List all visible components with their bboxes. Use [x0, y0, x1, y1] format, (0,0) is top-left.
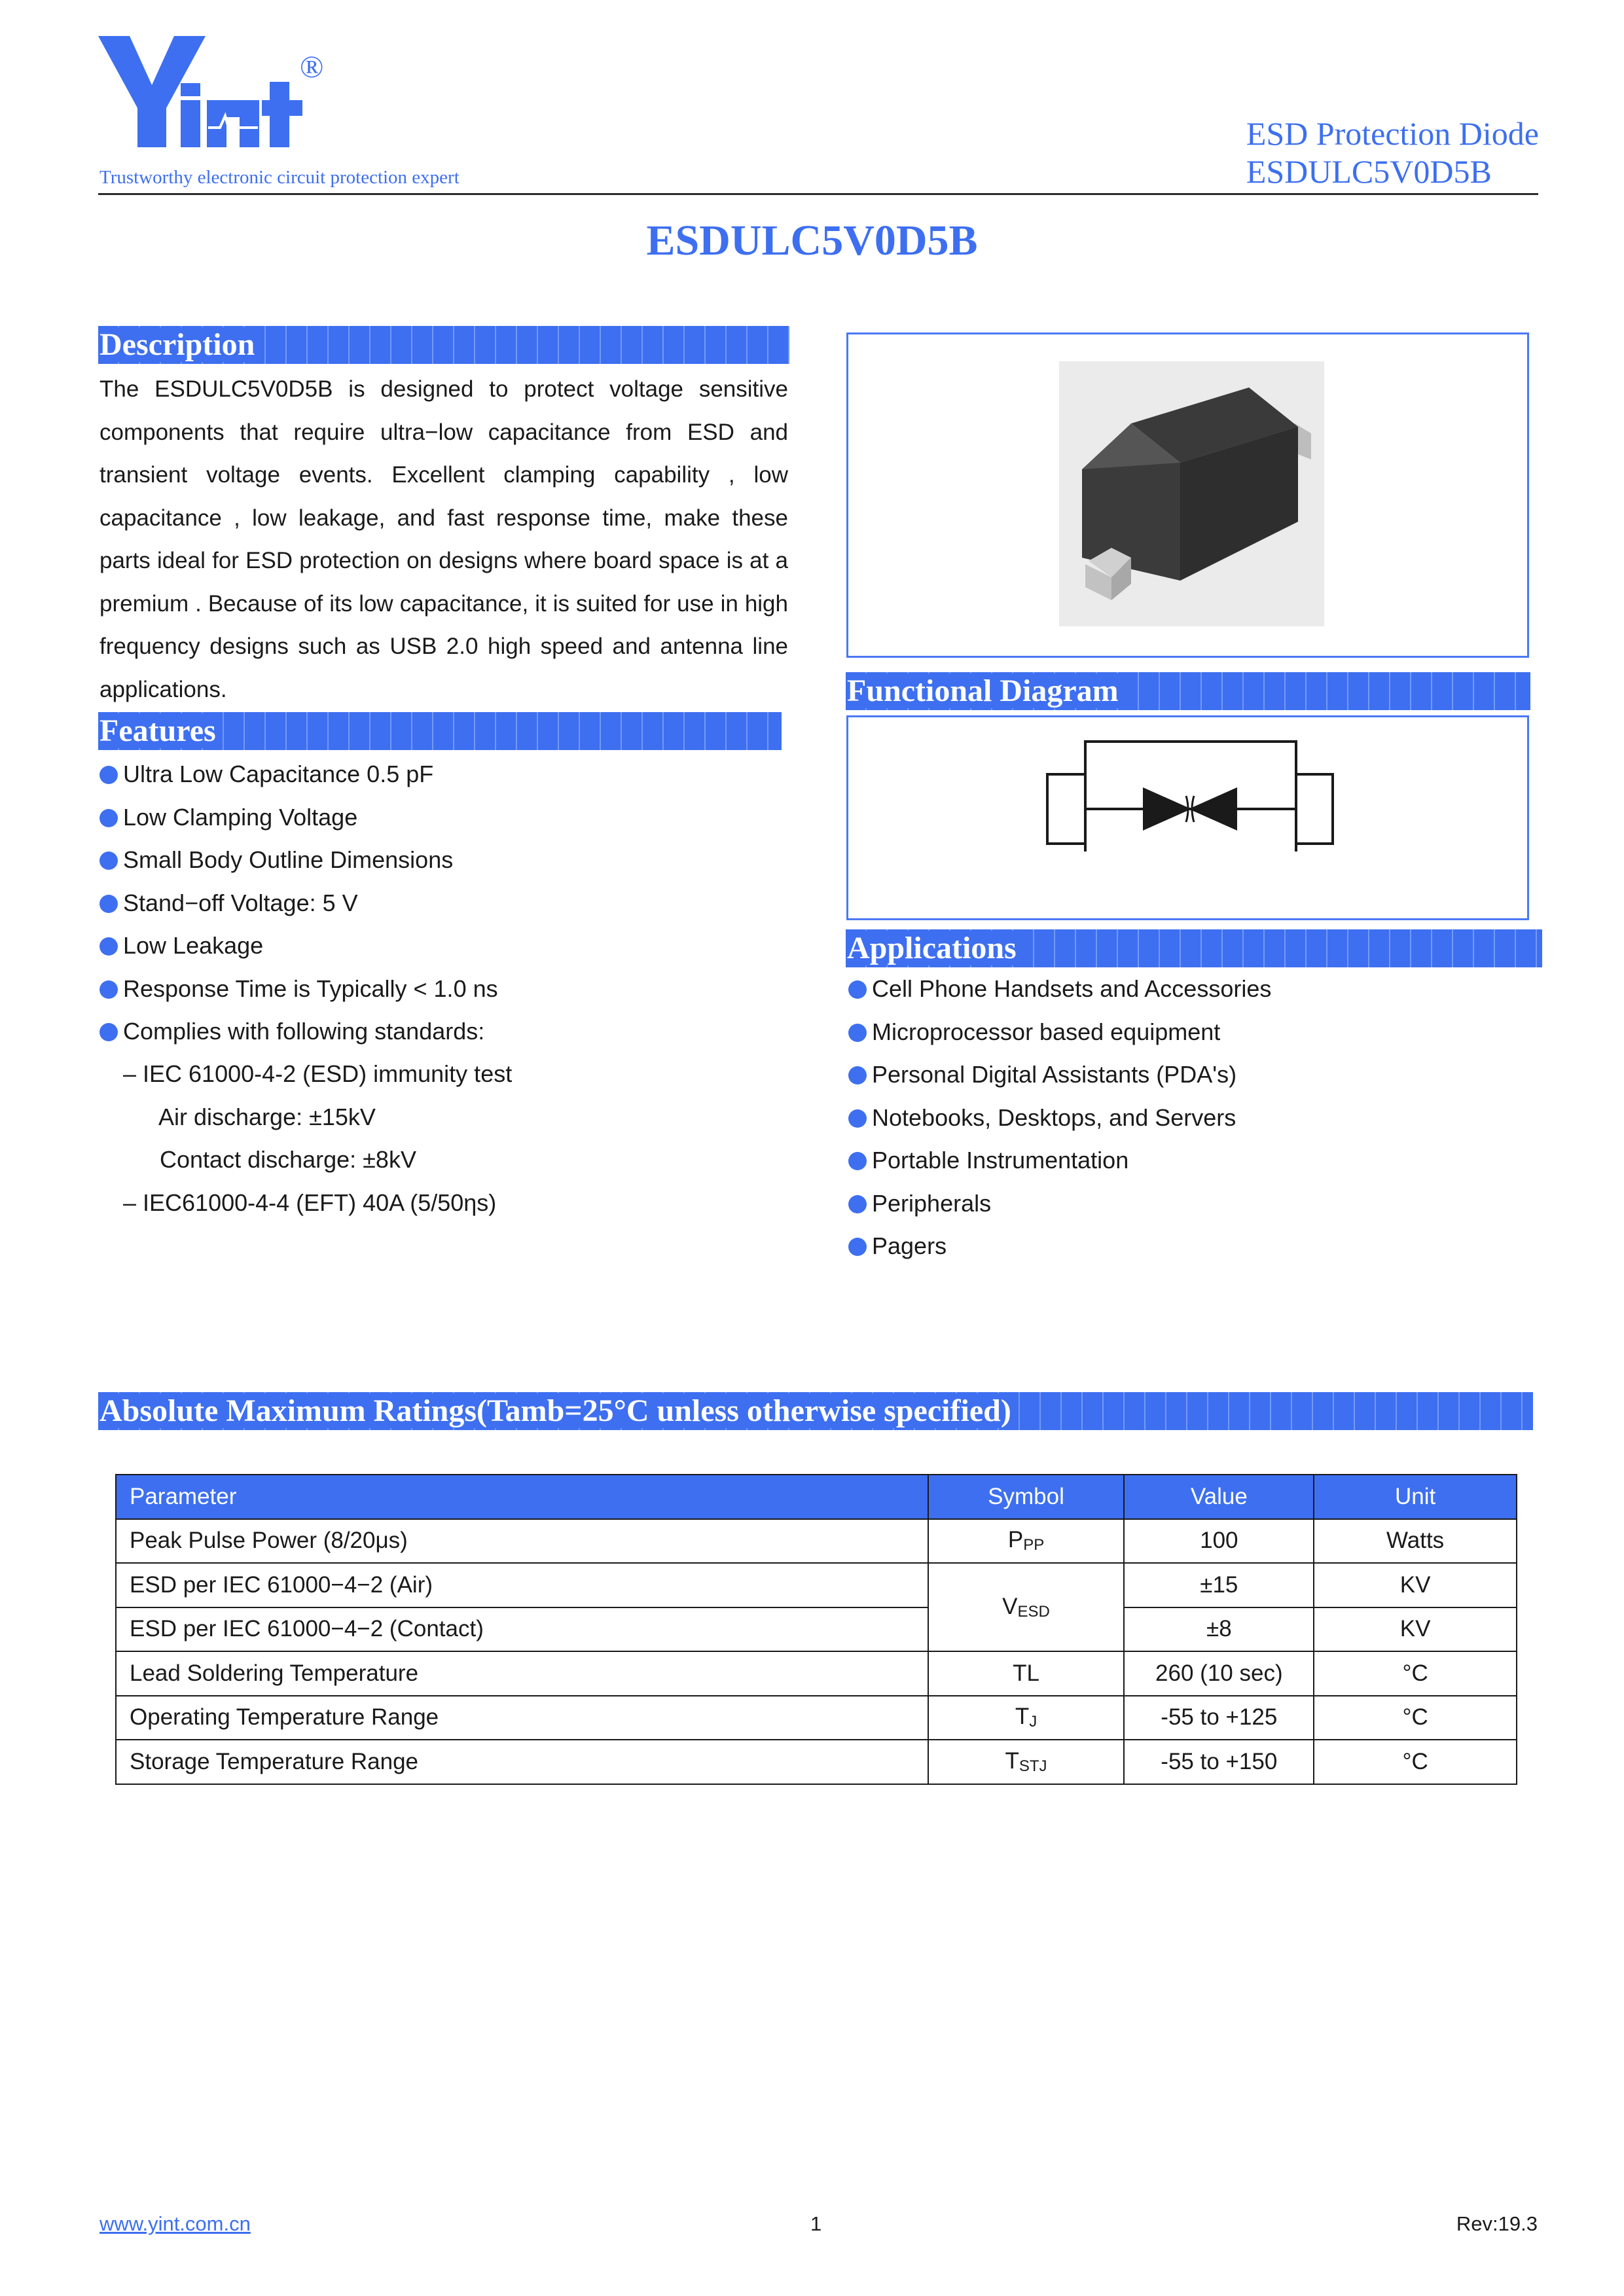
bidirectional-diode-symbol — [1046, 740, 1347, 852]
table-row — [116, 1519, 1517, 1564]
cell-value: 260 (10 sec) — [1124, 1651, 1314, 1696]
cell-unit: °C — [1314, 1696, 1517, 1740]
footer-website[interactable] — [99, 2212, 251, 2236]
package-photo-frame — [846, 332, 1529, 658]
cell-symbol: PPP — [928, 1519, 1125, 1564]
cell-unit: KV — [1314, 1607, 1517, 1652]
header-info — [1246, 115, 1539, 190]
bullet-icon — [848, 1152, 867, 1170]
features-list — [99, 753, 498, 1053]
website-link[interactable]: www.yint.com.cn — [99, 2212, 251, 2235]
cell-value: ±15 — [1124, 1563, 1314, 1607]
chip-package-image — [1059, 361, 1324, 626]
bullet-icon — [99, 1023, 118, 1041]
header-divider — [98, 193, 1538, 195]
package-photo — [1059, 361, 1324, 626]
list-item: Stand−off Voltage: 5 V — [99, 882, 498, 925]
standard-eft: – IEC61000-4-4 (EFT) 40A (5/50ηs) — [123, 1189, 497, 1216]
cell-value: -55 to +150 — [1124, 1740, 1314, 1784]
header-part-number: ESDULC5V0D5B — [1246, 153, 1492, 190]
list-item: Complies with following standards: — [99, 1010, 498, 1053]
standard-air-discharge: Air discharge: ±15kV — [158, 1103, 376, 1130]
list-item: Ultra Low Capacitance 0.5 pF — [99, 753, 498, 796]
logo — [98, 36, 347, 157]
cell-value: 100 — [1124, 1519, 1314, 1564]
cell-parameter: ESD per IEC 61000−4−2 (Air) — [116, 1563, 928, 1607]
revision: Rev:19.3 — [1456, 2212, 1538, 2235]
bullet-icon — [99, 937, 118, 956]
list-item: Low Clamping Voltage — [99, 796, 498, 839]
applications-heading: Applications — [846, 929, 1542, 967]
bullet-icon — [848, 980, 867, 999]
cell-unit: Watts — [1314, 1519, 1517, 1564]
column-header-symbol: Symbol — [928, 1475, 1125, 1519]
ratings-table — [115, 1474, 1517, 1785]
cell-parameter: ESD per IEC 61000−4−2 (Contact) — [116, 1607, 928, 1652]
cell-parameter: Lead Soldering Temperature — [116, 1651, 928, 1696]
cell-parameter: Operating Temperature Range — [116, 1696, 928, 1740]
description-text: The ESDULC5V0D5B is designed to protect voltage sensitive components that require ultra−low capacitance from ESD and transient voltage events. Excellent clamping capability , low capacitance , low leakage, and fast response time, make these parts ideal for ESD protection on designs where board space is at a premium . Because of its low capacitance, it is suited for use in high frequency designs such as USB 2.0 high speed and antenna line applications. — [99, 376, 788, 702]
list-item: Small Body Outline Dimensions — [99, 838, 498, 882]
bullet-icon — [99, 980, 118, 999]
standard-esd: – IEC 61000-4-2 (ESD) immunity test — [123, 1060, 513, 1087]
list-item: Cell Phone Handsets and Accessories — [848, 967, 1271, 1011]
table-row — [116, 1563, 1517, 1607]
table-row — [116, 1740, 1517, 1784]
functional-diagram-heading: Functional Diagram — [846, 672, 1530, 710]
list-item: Notebooks, Desktops, and Servers — [848, 1096, 1271, 1139]
column-header-unit: Unit — [1314, 1475, 1517, 1519]
bullet-icon — [848, 1238, 867, 1256]
cell-unit: °C — [1314, 1651, 1517, 1696]
bullet-icon — [99, 895, 118, 913]
bullet-icon — [848, 1109, 867, 1128]
cell-parameter: Peak Pulse Power (8/20μs) — [116, 1519, 928, 1564]
bullet-icon — [848, 1195, 867, 1213]
logo-tagline: Trustworthy electronic circuit protection expert — [99, 167, 460, 188]
list-item: Pagers — [848, 1225, 1271, 1268]
page-title: ESDULC5V0D5B — [646, 217, 978, 264]
list-item: Portable Instrumentation — [848, 1139, 1271, 1182]
column-header-value: Value — [1124, 1475, 1314, 1519]
ratings-heading: Absolute Maximum Ratings(Tamb=25°C unless otherwise specified) — [98, 1392, 1533, 1430]
list-item: Peripherals — [848, 1182, 1271, 1225]
bullet-icon — [99, 809, 118, 827]
table-header-row — [116, 1475, 1517, 1519]
list-item: Personal Digital Assistants (PDA's) — [848, 1053, 1271, 1096]
functional-diagram-frame — [846, 715, 1529, 920]
table-row — [116, 1607, 1517, 1652]
column-header-parameter: Parameter — [116, 1475, 928, 1519]
doc-type: ESD Protection Diode — [1246, 115, 1539, 152]
page-number: 1 — [810, 2212, 822, 2235]
cell-value: -55 to +125 — [1124, 1696, 1314, 1740]
registered-mark: ® — [300, 50, 324, 84]
bullet-icon — [848, 1024, 867, 1042]
cell-parameter: Storage Temperature Range — [116, 1740, 928, 1784]
bullet-icon — [848, 1066, 867, 1085]
bullet-icon — [99, 766, 118, 784]
cell-symbol: TJ — [928, 1696, 1125, 1740]
features-heading: Features — [98, 712, 782, 750]
cell-unit: KV — [1314, 1563, 1517, 1607]
cell-symbol: TSTJ — [928, 1740, 1125, 1784]
description-heading: Description — [98, 326, 789, 364]
cell-symbol: VESD — [928, 1563, 1125, 1651]
list-item: Low Leakage — [99, 924, 498, 967]
applications-list — [848, 967, 1271, 1268]
cell-symbol: TL — [928, 1651, 1125, 1696]
list-item: Response Time is Typically < 1.0 ns — [99, 967, 498, 1011]
list-item: Microprocessor based equipment — [848, 1011, 1271, 1054]
cell-value: ±8 — [1124, 1607, 1314, 1652]
table-row — [116, 1651, 1517, 1696]
standard-contact-discharge: Contact discharge: ±8kV — [160, 1146, 416, 1173]
cell-unit: °C — [1314, 1740, 1517, 1784]
bullet-icon — [99, 852, 118, 870]
table-row — [116, 1696, 1517, 1740]
